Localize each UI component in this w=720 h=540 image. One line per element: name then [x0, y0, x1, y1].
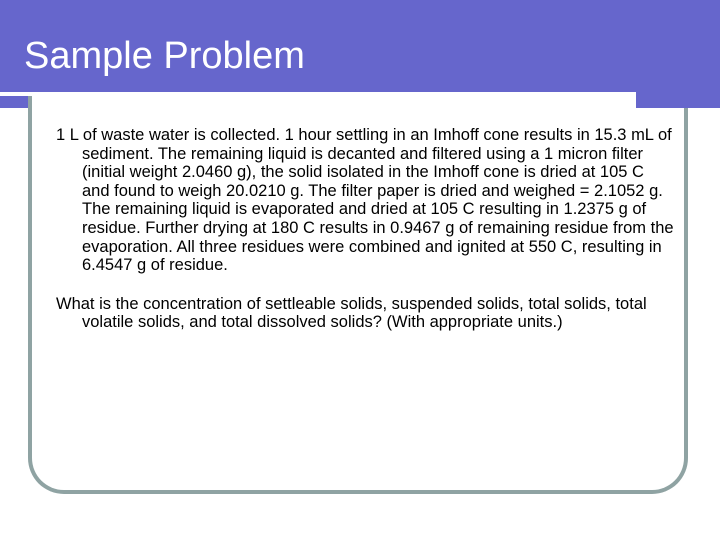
- problem-statement: 1 L of waste water is collected. 1 hour settling in an Imhoff cone results in 15.3 mL of sediment. The remaining liquid is decanted and filtered using a 1 micron filter (initial weight 2.0460 g), the solid isolated in the Imhoff cone is dried at 105 C and found to weigh 20.0210 g. The filter paper is dried and weighed = 2.1052 g. The remaining liquid is evaporated and dried at 105 C resulting in 1.2375 g of residue. Further drying at 180 C results in 0.9467 g of remaining residue from the evaporation. All three residues were combined and ignited at 550 C, resulting in 6.4547 g of residue.: [56, 126, 674, 275]
- slide-body: [56, 126, 674, 332]
- title-bar: [0, 0, 720, 108]
- title-bar-extension: [636, 96, 688, 108]
- problem-question: What is the concentration of settleable solids, suspended solids, total solids, total volatile solids, and total dissolved solids? (With appropriate units.): [56, 294, 647, 332]
- slide-title: Sample Problem: [24, 35, 305, 77]
